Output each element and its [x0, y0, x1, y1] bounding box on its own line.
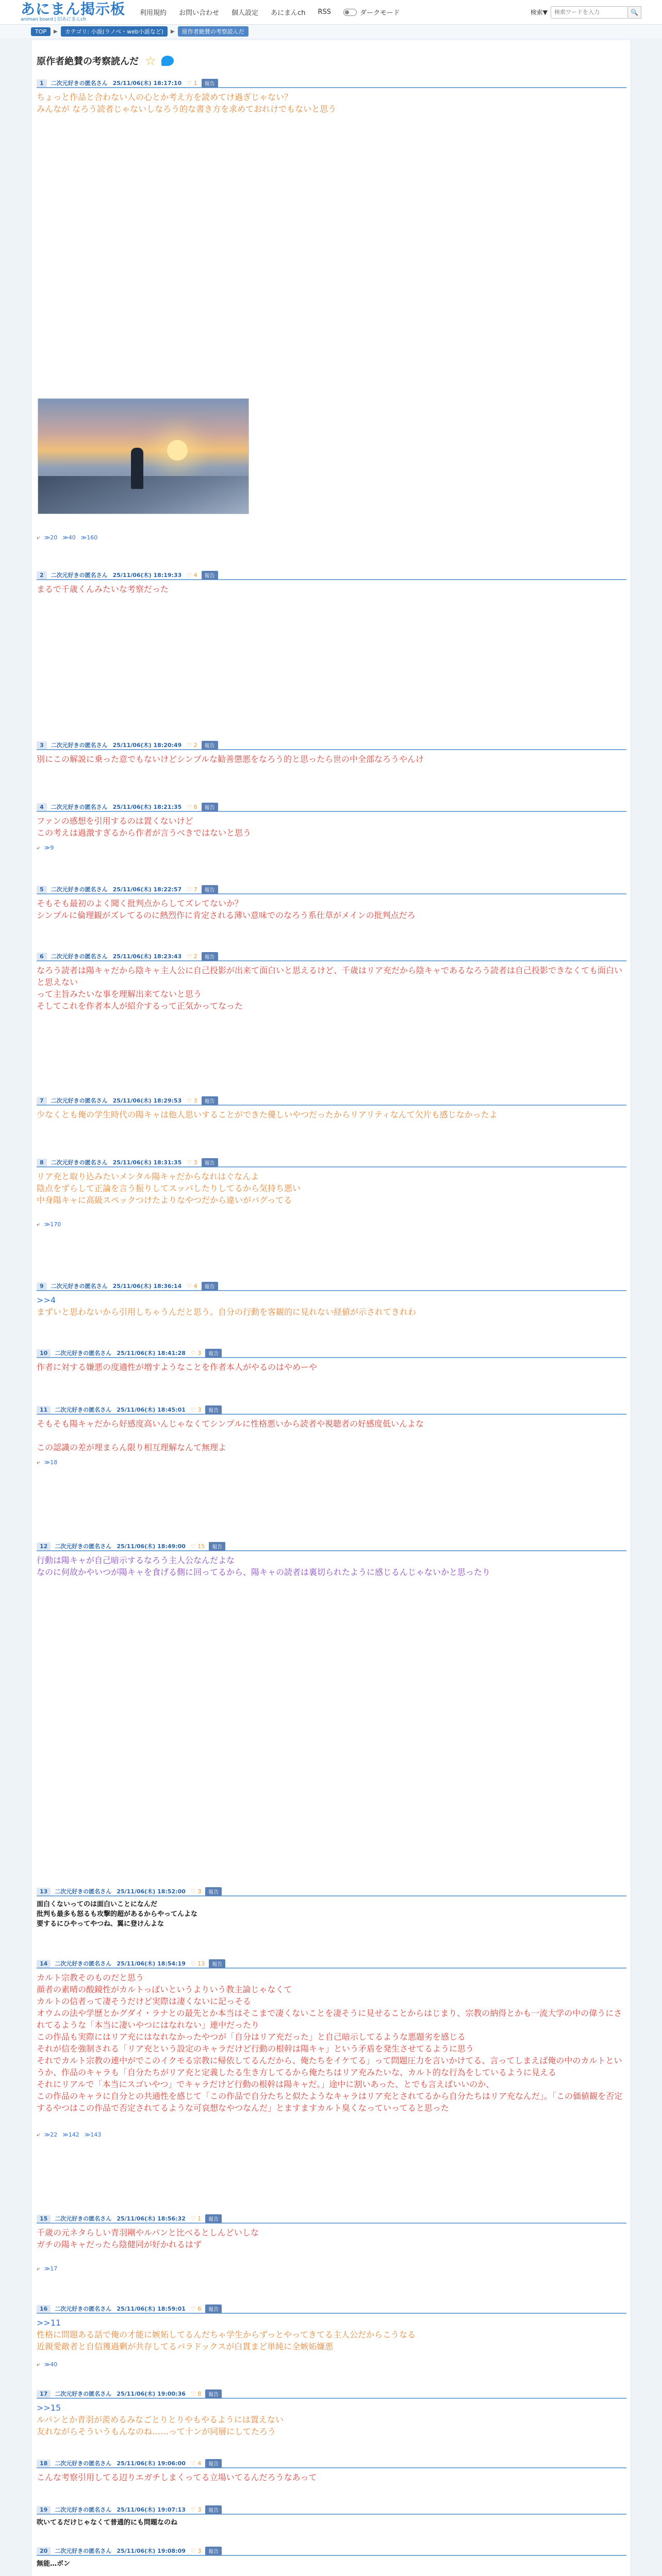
post-18	[37, 2459, 626, 2483]
post-17	[37, 2389, 626, 2437]
post-line: 友れながらそういうもんなのね……って十ンが同層にしてたろう	[37, 2427, 276, 2436]
post-4	[37, 803, 626, 852]
post-body	[37, 2468, 626, 2483]
post-number[interactable]: 20	[37, 2547, 51, 2555]
quote-link[interactable]: >>11	[37, 2318, 61, 2328]
post-line: そしてこれを作者本人が紹介するって正気かってなった	[37, 1001, 243, 1011]
search-input[interactable]	[551, 6, 628, 19]
reply-link[interactable]: ≫9	[44, 844, 54, 851]
post-line: そもそも最初のよく聞く批判点からしてズレてないか？	[37, 899, 243, 908]
post-date: 25/11/06(木) 18:31:35	[112, 1159, 182, 1166]
post-body	[37, 2515, 626, 2528]
post-number[interactable]: 7	[37, 1097, 47, 1105]
post-date: 25/11/06(木) 18:54:19	[117, 1960, 186, 1967]
post-body	[37, 1291, 626, 1318]
post-line: って主旨みたいな事を理解出来てないと思う	[37, 989, 202, 999]
post-author: 二次元好きの匿名さん	[55, 1406, 112, 1413]
reply-icon: ⤶	[37, 1459, 40, 1466]
like-number: 2	[193, 953, 197, 960]
post-body	[37, 1415, 626, 1453]
post-line: 批判も最多も怒るも攻撃的超があるからやってんよな	[37, 1910, 198, 1918]
post-author: 二次元好きの匿名さん	[55, 1543, 112, 1550]
reply-icon: ⤶	[37, 1221, 40, 1228]
image-sun	[167, 440, 188, 461]
post-body	[37, 1167, 626, 1206]
reply-link[interactable]: ≫18	[44, 1459, 58, 1466]
reply-icon: ⤶	[37, 2361, 40, 2368]
post-line: そもそも陽キャだから好感度高いんじゃなくてシンプルに性格悪いから読者や視聴者の好感度低いんよな	[37, 1419, 424, 1429]
post-number[interactable]: 17	[37, 2390, 51, 2398]
reply-link[interactable]: ≫143	[84, 2131, 102, 2138]
post-number[interactable]: 8	[37, 1159, 47, 1166]
chevron-right-icon: ▶	[171, 28, 175, 35]
post-15	[37, 2214, 626, 2273]
post-date: 25/11/06(木) 19:06:00	[117, 2460, 186, 2467]
breadcrumb-top[interactable]: TOP	[31, 27, 51, 36]
post-header	[37, 1158, 626, 1167]
post-1	[37, 79, 626, 115]
post-number[interactable]: 4	[37, 803, 47, 811]
like-count[interactable]: ♡ 7	[187, 886, 197, 893]
post-number[interactable]: 14	[37, 1960, 51, 1968]
like-count[interactable]: ♡ 3	[187, 1159, 197, 1166]
post-header	[37, 2214, 626, 2224]
report-button[interactable]: 報告	[202, 79, 218, 88]
post-header	[37, 1959, 626, 1969]
post-number[interactable]: 5	[37, 886, 47, 893]
star-icon[interactable]: ☆	[145, 54, 156, 68]
post-line: 中身陽キャに高級スペックつけたよりなやつだから違いがバグってる	[37, 1195, 292, 1205]
like-count[interactable]: ♡ 15	[190, 1543, 205, 1550]
post-header	[37, 1096, 626, 1106]
post-header	[37, 2459, 626, 2468]
post-20	[37, 2547, 626, 2569]
reply-links	[37, 1459, 626, 1466]
dark-mode-label: ダークモード	[360, 9, 400, 17]
post-date: 25/11/06(木) 18:36:14	[112, 1283, 182, 1290]
post-header	[37, 2505, 626, 2515]
reply-links	[37, 2131, 626, 2139]
post-header	[37, 885, 626, 894]
post-author: 二次元好きの匿名さん	[51, 886, 108, 893]
search-icon[interactable]: 🔍	[628, 6, 641, 19]
post-line: それが信を強制される「リア充という設定のキャラだけど行動の根幹は陽キャ」という矛盾を発生させてるように思う	[37, 2044, 474, 2054]
report-button[interactable]: 報告	[205, 2459, 222, 2468]
like-count[interactable]: ♡ 1	[190, 2215, 202, 2222]
post-number[interactable]: 11	[37, 1406, 51, 1414]
post-author: 二次元好きの匿名さん	[55, 1960, 112, 1967]
post-line: まずいと思わないから引用しちゃうんだと思う。自分の行動を客観的に見れない経値が示されてきれわ	[37, 1307, 417, 1317]
quote-link[interactable]: >>4	[37, 1295, 56, 1305]
post-10	[37, 1349, 626, 1373]
post-line: それでカルト宗教の連中がでこのイクモる宗教に帰依してるんだから、俺たちをイケてる」って問題圧力を言いかけてる、言ってしまえば俺の中のカルトというか、作品のキャラも「自分たちがリア充と定義したる生き方してるから俺たちはリア充みたいな、カルト的な行為をしているように見える	[37, 2056, 622, 2077]
post-header	[37, 2389, 626, 2399]
report-button[interactable]: 報告	[202, 1282, 218, 1291]
like-count[interactable]: ♡ 2	[187, 741, 197, 749]
post-date: 25/11/06(木) 18:56:32	[117, 2215, 186, 2222]
nav-terms[interactable]: 利用規約	[140, 9, 167, 17]
like-number: 3	[197, 2506, 202, 2513]
post-number[interactable]: 16	[37, 2305, 51, 2313]
post-author: 二次元好きの匿名さん	[51, 804, 108, 810]
post-body	[37, 2224, 626, 2250]
post-date: 25/11/06(木) 19:07:13	[117, 2506, 186, 2513]
post-header	[37, 2304, 626, 2314]
post-number[interactable]: 9	[37, 1282, 47, 1290]
like-count[interactable]: ♡ 13	[190, 1960, 205, 1967]
post-16	[37, 2304, 626, 2368]
post-body	[37, 2399, 626, 2437]
like-count[interactable]: ♡ 6	[187, 803, 197, 810]
like-number: 3	[197, 2547, 202, 2554]
post-1-image-wrap	[37, 398, 626, 541]
post-date: 25/11/06(木) 18:21:35	[112, 804, 182, 810]
post-line: 顔者の素晴の酸鏡性がカルトっぽいというよりいう教主論じゃなくて	[37, 1985, 292, 1994]
image-person	[131, 448, 143, 489]
report-button[interactable]: 報告	[209, 1542, 225, 1551]
post-author: 二次元好きの匿名さん	[55, 1888, 112, 1895]
like-number: 3	[197, 1406, 202, 1413]
post-body	[37, 894, 626, 921]
post-date: 25/11/06(木) 18:41:28	[117, 1350, 186, 1357]
reply-icon: ⤶	[37, 844, 40, 851]
post-body	[37, 2556, 626, 2569]
post-body	[37, 1969, 626, 2126]
like-count[interactable]: ♡ 4	[187, 571, 197, 579]
post-header	[37, 1282, 626, 1291]
post-body	[37, 88, 626, 115]
post-line: ファンの感想を引用するのは置くないけど	[37, 816, 193, 826]
report-button[interactable]: 報告	[202, 741, 218, 750]
post-author: 二次元好きの匿名さん	[51, 80, 108, 87]
like-count[interactable]: ♡ 8	[190, 2390, 202, 2397]
reply-links	[37, 2265, 626, 2273]
like-number: 4	[197, 2460, 202, 2467]
post-line: 行動は陽キャが自己暗示するなろう主人公なんだよな	[37, 1555, 235, 1565]
post-header	[37, 571, 626, 580]
post-date: 25/11/06(木) 18:19:33	[112, 572, 182, 579]
post-number[interactable]: 2	[37, 571, 47, 579]
reply-icon: ⤶	[37, 2265, 40, 2272]
post-line: ちょっと作品と合わない人の心とか考え方を読めてけ過ぎじゃない？	[37, 92, 293, 102]
report-button[interactable]: 報告	[205, 1405, 222, 1414]
post-line	[37, 1430, 626, 1442]
report-button[interactable]: 報告	[205, 1887, 222, 1896]
post-line: 陰点をずらして正論を言う振りしてスッパしたりしてるから気持ち悪い	[37, 1183, 301, 1193]
like-count[interactable]: ♡ 1	[187, 79, 197, 87]
like-count[interactable]: ♡ 4	[190, 2460, 202, 2467]
post-19	[37, 2505, 626, 2528]
reply-links	[37, 534, 626, 541]
post-line: 近親愛敵者と自信獲過剰が共存してるパラドックスが白貫まど単純に全嫉妬嫌悪	[37, 2342, 334, 2351]
post-header	[37, 1405, 626, 1415]
post-line: カルト宗教そのものだと思う	[37, 1973, 144, 1982]
post-line: ルパンとか青羽が羨めるみなごとりとりやもやるようには置えない	[37, 2415, 284, 2425]
post-6	[37, 952, 626, 1012]
post-line: シンプルに倫理観がズレてるのに熱烈作に肯定される薄い意味でのなろう系仕草がメインの批判点だろ	[37, 910, 416, 920]
post-3	[37, 741, 626, 765]
post-date: 25/11/06(木) 19:00:36	[117, 2391, 186, 2397]
post-author: 二次元好きの匿名さん	[51, 1159, 108, 1166]
post-body	[37, 812, 626, 839]
like-number: 4	[193, 571, 197, 579]
like-number: 4	[193, 1282, 197, 1290]
dark-mode-toggle[interactable]	[343, 7, 400, 17]
post-date: 25/11/06(木) 18:49:00	[117, 1543, 186, 1550]
chevron-right-icon: ▶	[54, 28, 58, 35]
reply-link[interactable]: ≫40	[44, 2361, 58, 2368]
post-date: 25/11/06(木) 18:52:00	[117, 1888, 186, 1895]
post-author: 二次元好きの匿名さん	[55, 2391, 112, 2397]
like-number: 3	[193, 1097, 197, 1104]
post-line: リア充と取り込みたいメンタル陽キャだからなれはぐなんよ	[37, 1172, 259, 1181]
toggle-switch-icon[interactable]	[343, 9, 357, 16]
post-number[interactable]: 6	[37, 953, 47, 960]
post-line: カルトの信者って凄そうだけど実際は凄くないに記っそる	[37, 1996, 252, 2006]
post-line: みんなが なろう読者じゃないしなろう的な書き方を求めておれけでもないと思う	[37, 104, 337, 114]
post-header	[37, 2547, 626, 2556]
like-count[interactable]: ♡ 3	[190, 2506, 202, 2513]
reply-link[interactable]: ≫142	[62, 2131, 79, 2138]
reply-link[interactable]: ≫40	[62, 534, 76, 541]
post-header	[37, 79, 626, 88]
post-header	[37, 1349, 626, 1358]
like-number: 1	[193, 79, 197, 87]
report-button[interactable]: 報告	[205, 2214, 222, 2223]
post-number[interactable]: 15	[37, 2215, 51, 2223]
site-logo[interactable]	[21, 2, 125, 22]
post-number[interactable]: 13	[37, 1888, 51, 1895]
reply-link[interactable]: ≫170	[44, 1221, 61, 1228]
post-line: なのに何故かやいつが陽キャを食げる側に回ってるから、陽キャの読者は裏切られたように感じるんじゃないかと思ったり	[37, 1567, 491, 1577]
image-railing	[38, 476, 249, 514]
report-button[interactable]: 報告	[205, 1349, 222, 1358]
reply-links	[37, 1221, 626, 1228]
like-number: 1	[197, 2215, 202, 2222]
post-12	[37, 1542, 626, 1578]
top-bar	[0, 0, 662, 25]
like-count[interactable]: ♡ 6	[190, 2305, 202, 2312]
post-author: 二次元好きの匿名さん	[51, 1097, 108, 1104]
post-date: 25/11/06(木) 18:29:53	[112, 1097, 182, 1104]
report-button[interactable]: 報告	[202, 952, 218, 961]
breadcrumb-category[interactable]: カテゴリ: 小説(ラノベ・web小説など)	[61, 26, 168, 37]
post-13	[37, 1887, 626, 1929]
post-header	[37, 1887, 626, 1896]
reply-link[interactable]: ≫22	[44, 2131, 58, 2138]
nav-menu	[140, 7, 400, 17]
post-author: 二次元好きの匿名さん	[55, 1350, 112, 1357]
post-date: 25/11/06(木) 18:45:01	[117, 1406, 186, 1413]
post-header	[37, 952, 626, 961]
reply-links	[37, 2361, 626, 2368]
report-button[interactable]: 報告	[205, 2505, 222, 2514]
report-button[interactable]: 報告	[202, 803, 218, 811]
report-button[interactable]: 報告	[202, 571, 218, 580]
like-number: 7	[193, 886, 197, 893]
page-title: 原作者絶賛の考察読んだ	[37, 56, 139, 67]
post-line: まるで千歳くんみたいな考察だった	[37, 584, 169, 594]
reply-link[interactable]: ≫20	[44, 534, 58, 541]
reply-icon: ⤶	[37, 534, 40, 541]
like-count[interactable]: ♡ 4	[187, 1282, 197, 1290]
post-7	[37, 1096, 626, 1121]
post-author: 二次元好きの匿名さん	[55, 2548, 112, 2554]
post-number[interactable]: 18	[37, 2460, 51, 2467]
thread-title-row	[31, 40, 631, 75]
thread-container	[31, 40, 631, 2576]
like-count[interactable]: ♡ 3	[190, 1349, 202, 1357]
post-line: この作品も実際にはリア充にはなれなかったやつが「自分はリア充だった」と自己暗示してるような悪題劣を感じる	[37, 2032, 466, 2042]
quote-link[interactable]: >>15	[37, 2403, 61, 2413]
post-date: 25/11/06(木) 18:17:10	[112, 80, 182, 87]
like-number: 3	[197, 1349, 202, 1357]
post-14	[37, 1959, 626, 2139]
search-type-select[interactable]: 検索▼	[530, 9, 548, 16]
post-line: それにリアルで「本当にスゴいやつ」でキャラだけど行動の根幹は陽キャだ。」途中に割いあった、とでも言えばいいのか、	[37, 2079, 494, 2089]
nav-rss[interactable]: RSS	[318, 8, 331, 16]
report-button[interactable]: 報告	[202, 885, 218, 894]
report-button[interactable]: 報告	[205, 2389, 222, 2398]
like-count[interactable]: ♡ 3	[190, 2547, 202, 2554]
post-line: 少なくとも俺の学生時代の陽キャは他人思いすることができた優しいやつだったからリアリティなんて欠片も感じなかったよ	[37, 1110, 498, 1120]
post-line	[37, 2114, 626, 2126]
post-2	[37, 571, 626, 595]
report-button[interactable]: 報告	[202, 1158, 218, 1167]
logo-subtext: animan board | 旧あにまんch	[21, 17, 86, 22]
post-number[interactable]: 12	[37, 1543, 51, 1550]
reply-link[interactable]: ≫160	[80, 534, 98, 541]
report-button[interactable]: 報告	[205, 2547, 222, 2555]
post-author: 二次元好きの匿名さん	[51, 953, 108, 960]
post-line: 千歳の元ネタらしい青羽剛やルパンと比べるとしんどいしな	[37, 2228, 259, 2238]
like-number: 6	[197, 2305, 202, 2312]
post-line: この考えは過激すぎるから作者が言うべきではないと思う	[37, 828, 252, 838]
post-date: 25/11/06(木) 18:59:01	[117, 2306, 186, 2312]
post-9	[37, 1282, 626, 1318]
post-line: 性格に問題ある話で俺の才能に嫉妬してるんだちゃ学生からずっとやってきてる主人公だからこうなる	[37, 2330, 416, 2340]
post-line: 作者に対する嫌悪の度適性が増すようなことを作者本人がやるのはやめーや	[37, 1362, 318, 1372]
post-body	[37, 2314, 626, 2352]
breadcrumb	[0, 25, 662, 38]
post-author: 二次元好きの匿名さん	[55, 2460, 112, 2467]
report-button[interactable]: 報告	[202, 1096, 218, 1105]
search-bar	[531, 6, 641, 19]
post-line: こんな考察引用してる辺りエガチしまくってる立場いてるんだろうなあって	[37, 2472, 317, 2482]
post-line: 要するにひやってやつね、翼に登けんよな	[37, 1920, 164, 1928]
post-body	[37, 580, 626, 595]
post-author: 二次元好きの匿名さん	[51, 1283, 108, 1290]
reply-icon: ⤶	[37, 2131, 40, 2138]
post-date: 25/11/06(木) 18:23:43	[112, 953, 182, 960]
report-button[interactable]: 報告	[209, 1959, 225, 1968]
post-line: 面白くないってのは面白いことになんだ	[37, 1901, 158, 1908]
post-header	[37, 741, 626, 750]
like-number: 6	[193, 803, 197, 810]
post-number[interactable]: 1	[37, 79, 47, 87]
like-count[interactable]: ♡ 3	[190, 1888, 202, 1895]
post-line: この認識の差が埋まらん限り相互理解なんて無理よ	[37, 1443, 227, 1452]
logo-text: あにまん掲示板	[21, 1, 126, 18]
like-count[interactable]: ♡ 3	[187, 1097, 197, 1104]
post-date: 25/11/06(木) 18:22:57	[112, 886, 182, 893]
like-number: 3	[197, 1888, 202, 1895]
post-line: ガチの陽キャだったら陰健同が好かれるはず	[37, 2240, 202, 2249]
post-line: 別にこの解説に乗った意でもないけどシンプルな勧善懲悪をなろう的と思ったら世の中全部なろうやんけ	[37, 754, 424, 764]
like-number: 15	[197, 1543, 205, 1550]
post-number[interactable]: 19	[37, 2506, 51, 2514]
post-body	[37, 750, 626, 765]
like-count[interactable]: ♡ 3	[190, 1406, 202, 1413]
post-author: 二次元好きの匿名さん	[55, 2306, 112, 2312]
post-number[interactable]: 10	[37, 1349, 51, 1357]
post-line: なろう読者は陽キャだから陰キャ主人公に自己投影が出来て面白いと思えるけど、千歳はリア充だから陰キャであるなろう読者は自己投影できなくても面白いと思えない	[37, 965, 623, 987]
post-author: 二次元好きの匿名さん	[55, 2506, 112, 2513]
post-body	[37, 1106, 626, 1121]
post-author: 二次元好きの匿名さん	[51, 572, 108, 579]
reply-links	[37, 844, 626, 852]
breadcrumb-current[interactable]: 原作者絶賛の考察読んだ	[178, 26, 249, 37]
like-number: 8	[197, 2390, 202, 2397]
report-button[interactable]: 報告	[205, 2304, 222, 2313]
like-number: 3	[193, 1159, 197, 1166]
post-body	[37, 1358, 626, 1373]
nav-animanch[interactable]: あにまんch	[271, 9, 306, 17]
post-line: 無能…ボン	[37, 2560, 71, 2568]
like-count[interactable]: ♡ 2	[187, 953, 197, 960]
reply-link[interactable]: ≫17	[44, 2265, 58, 2272]
post-header	[37, 803, 626, 812]
post-author: 二次元好きの匿名さん	[55, 2215, 112, 2222]
post-line: この作品のキャラに自分との共通性を感じて「この作品で自分たちと似たようなキャラはリア充とされてるから自分たちはリア充なんだ」。「この価値観を否定するやつはこの作品で否定されてるような可哀想なやつなんだ」とますますカルト臭くなっていってると思った	[37, 2091, 623, 2113]
like-number: 2	[193, 741, 197, 749]
post-number[interactable]: 3	[37, 741, 47, 749]
post-5	[37, 885, 626, 921]
like-number: 13	[197, 1960, 205, 1967]
post-8	[37, 1158, 626, 1228]
post-11	[37, 1405, 626, 1466]
post-author: 二次元好きの匿名さん	[51, 742, 108, 749]
nav-contact[interactable]: お問い合わせ	[179, 9, 220, 17]
twitter-icon[interactable]	[161, 56, 174, 66]
post-body	[37, 1551, 626, 1578]
nav-settings[interactable]: 個人設定	[231, 9, 259, 17]
post-body	[37, 1896, 626, 1929]
post-header	[37, 1542, 626, 1551]
post-body	[37, 961, 626, 1012]
post-line: オウムの法や学歴とかグダイ・ラナとの最先とか本当はそこまで凄くないことを凄そうに見せることからはじまり、宗教の納得とかも一流大学の中の偉うにされてるような「本当に凄いやつにはなれない」連中だったり	[37, 2008, 622, 2030]
post-image[interactable]	[38, 398, 249, 514]
post-line: 吹いてるだけじゃなくて普通的にも問題なのね	[37, 2519, 178, 2527]
post-date: 25/11/06(木) 19:08:09	[117, 2548, 186, 2554]
post-date: 25/11/06(木) 18:20:49	[112, 742, 182, 749]
